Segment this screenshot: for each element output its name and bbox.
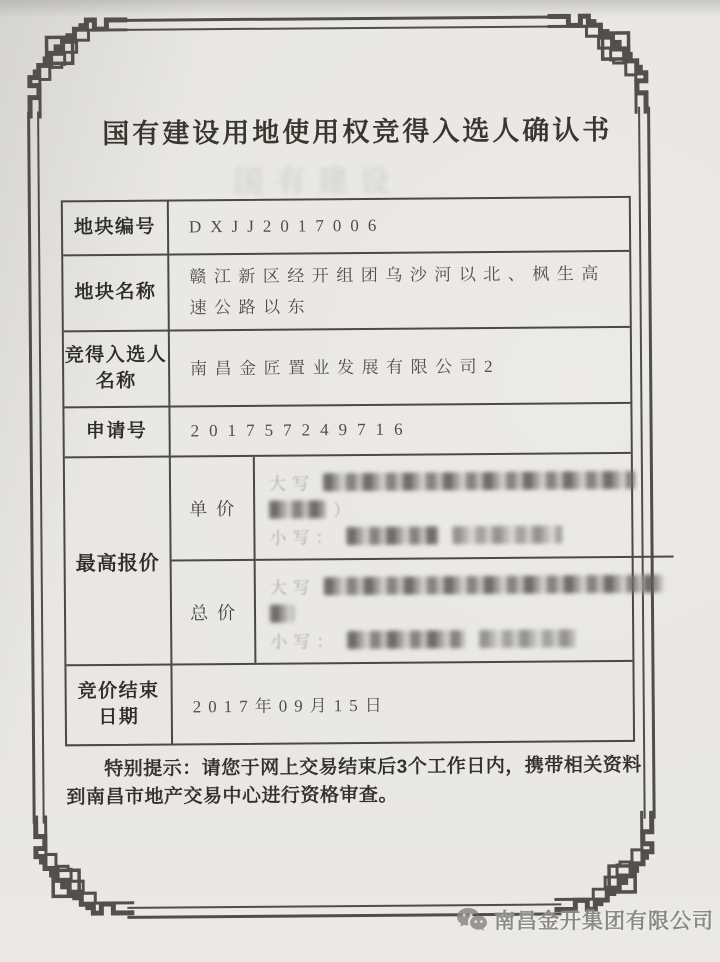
table-row-highest-bid [65,454,633,666]
show-through-ghost-text: 国有建设 [233,164,402,199]
uppercase-prefix: 大写 [268,474,316,494]
winner-value: 南昌金匠置业发展有限公司2 [190,356,501,378]
table-row-winner [64,328,631,408]
plot-number-label: 地块编号 [63,201,169,254]
unit-price-label: 单价 [171,457,256,562]
unit-price-value-cell [255,454,674,561]
redacted-line [270,624,664,654]
redacted-value [347,630,465,649]
wechat-icon [456,907,488,933]
redacted-value [324,574,664,595]
winner-label: 竞得入选人 名称 [64,331,171,406]
table-row-application-no [64,404,630,458]
redacted-value [270,604,294,622]
fret-corner-icon [554,811,660,917]
frame-border-top-inner [120,25,554,30]
uppercase-prefix: 大写 [269,578,316,598]
redacted-line [269,493,663,523]
redacted-line [270,597,664,627]
frame-border-left-outer [27,112,36,824]
redacted-value [323,470,635,490]
company-watermark-text: 南昌金开集团有限公司 [494,910,714,933]
highest-bid-label: 最高报价 [65,457,173,664]
lowercase-prefix: 小写： [270,632,340,652]
plot-name-value: 赣江新区经开组团乌沙河以北、枫生高速公路以东 [189,264,606,318]
total-price-value-cell [256,558,675,663]
application-no-value: 201757249716 [190,419,413,441]
plot-name-label: 地块名称 [63,255,170,330]
redacted-value [269,500,325,518]
redacted-value [452,525,562,544]
fret-corner-icon [547,9,653,115]
table-row-end-date [66,662,633,744]
special-note: 特别提示：请您于网上交易结束后3个工作日内，携带相关资料到南昌市地产交易中心进行资格审查。 [66,754,642,809]
company-watermark [456,905,714,935]
redacted-value [479,629,575,648]
table-row-plot-number [63,198,629,256]
redacted-line [269,520,663,550]
end-date-value: 2017年09月15日 [192,695,389,716]
document-title: 国有建设用地使用权竞得入选人确认书 [102,115,613,150]
confirmation-table [61,196,635,746]
fret-corner-icon [22,13,128,119]
total-price-label: 总价 [172,561,257,664]
lowercase-prefix: 小写： [269,528,339,548]
redacted-line [269,466,663,496]
closing-bracket: ） [333,501,357,521]
frame-border-left-inner [37,112,45,824]
application-no-label: 申请号 [64,407,170,456]
redacted-line [270,570,664,600]
plot-number-value: DXJJ2017006 [188,215,386,237]
fret-corner-icon [29,815,135,921]
redacted-value [346,526,438,545]
end-date-label: 竞价结束 日期 [66,665,173,744]
frame-border-top-outer [120,15,554,21]
table-row-plot-name [63,252,630,332]
